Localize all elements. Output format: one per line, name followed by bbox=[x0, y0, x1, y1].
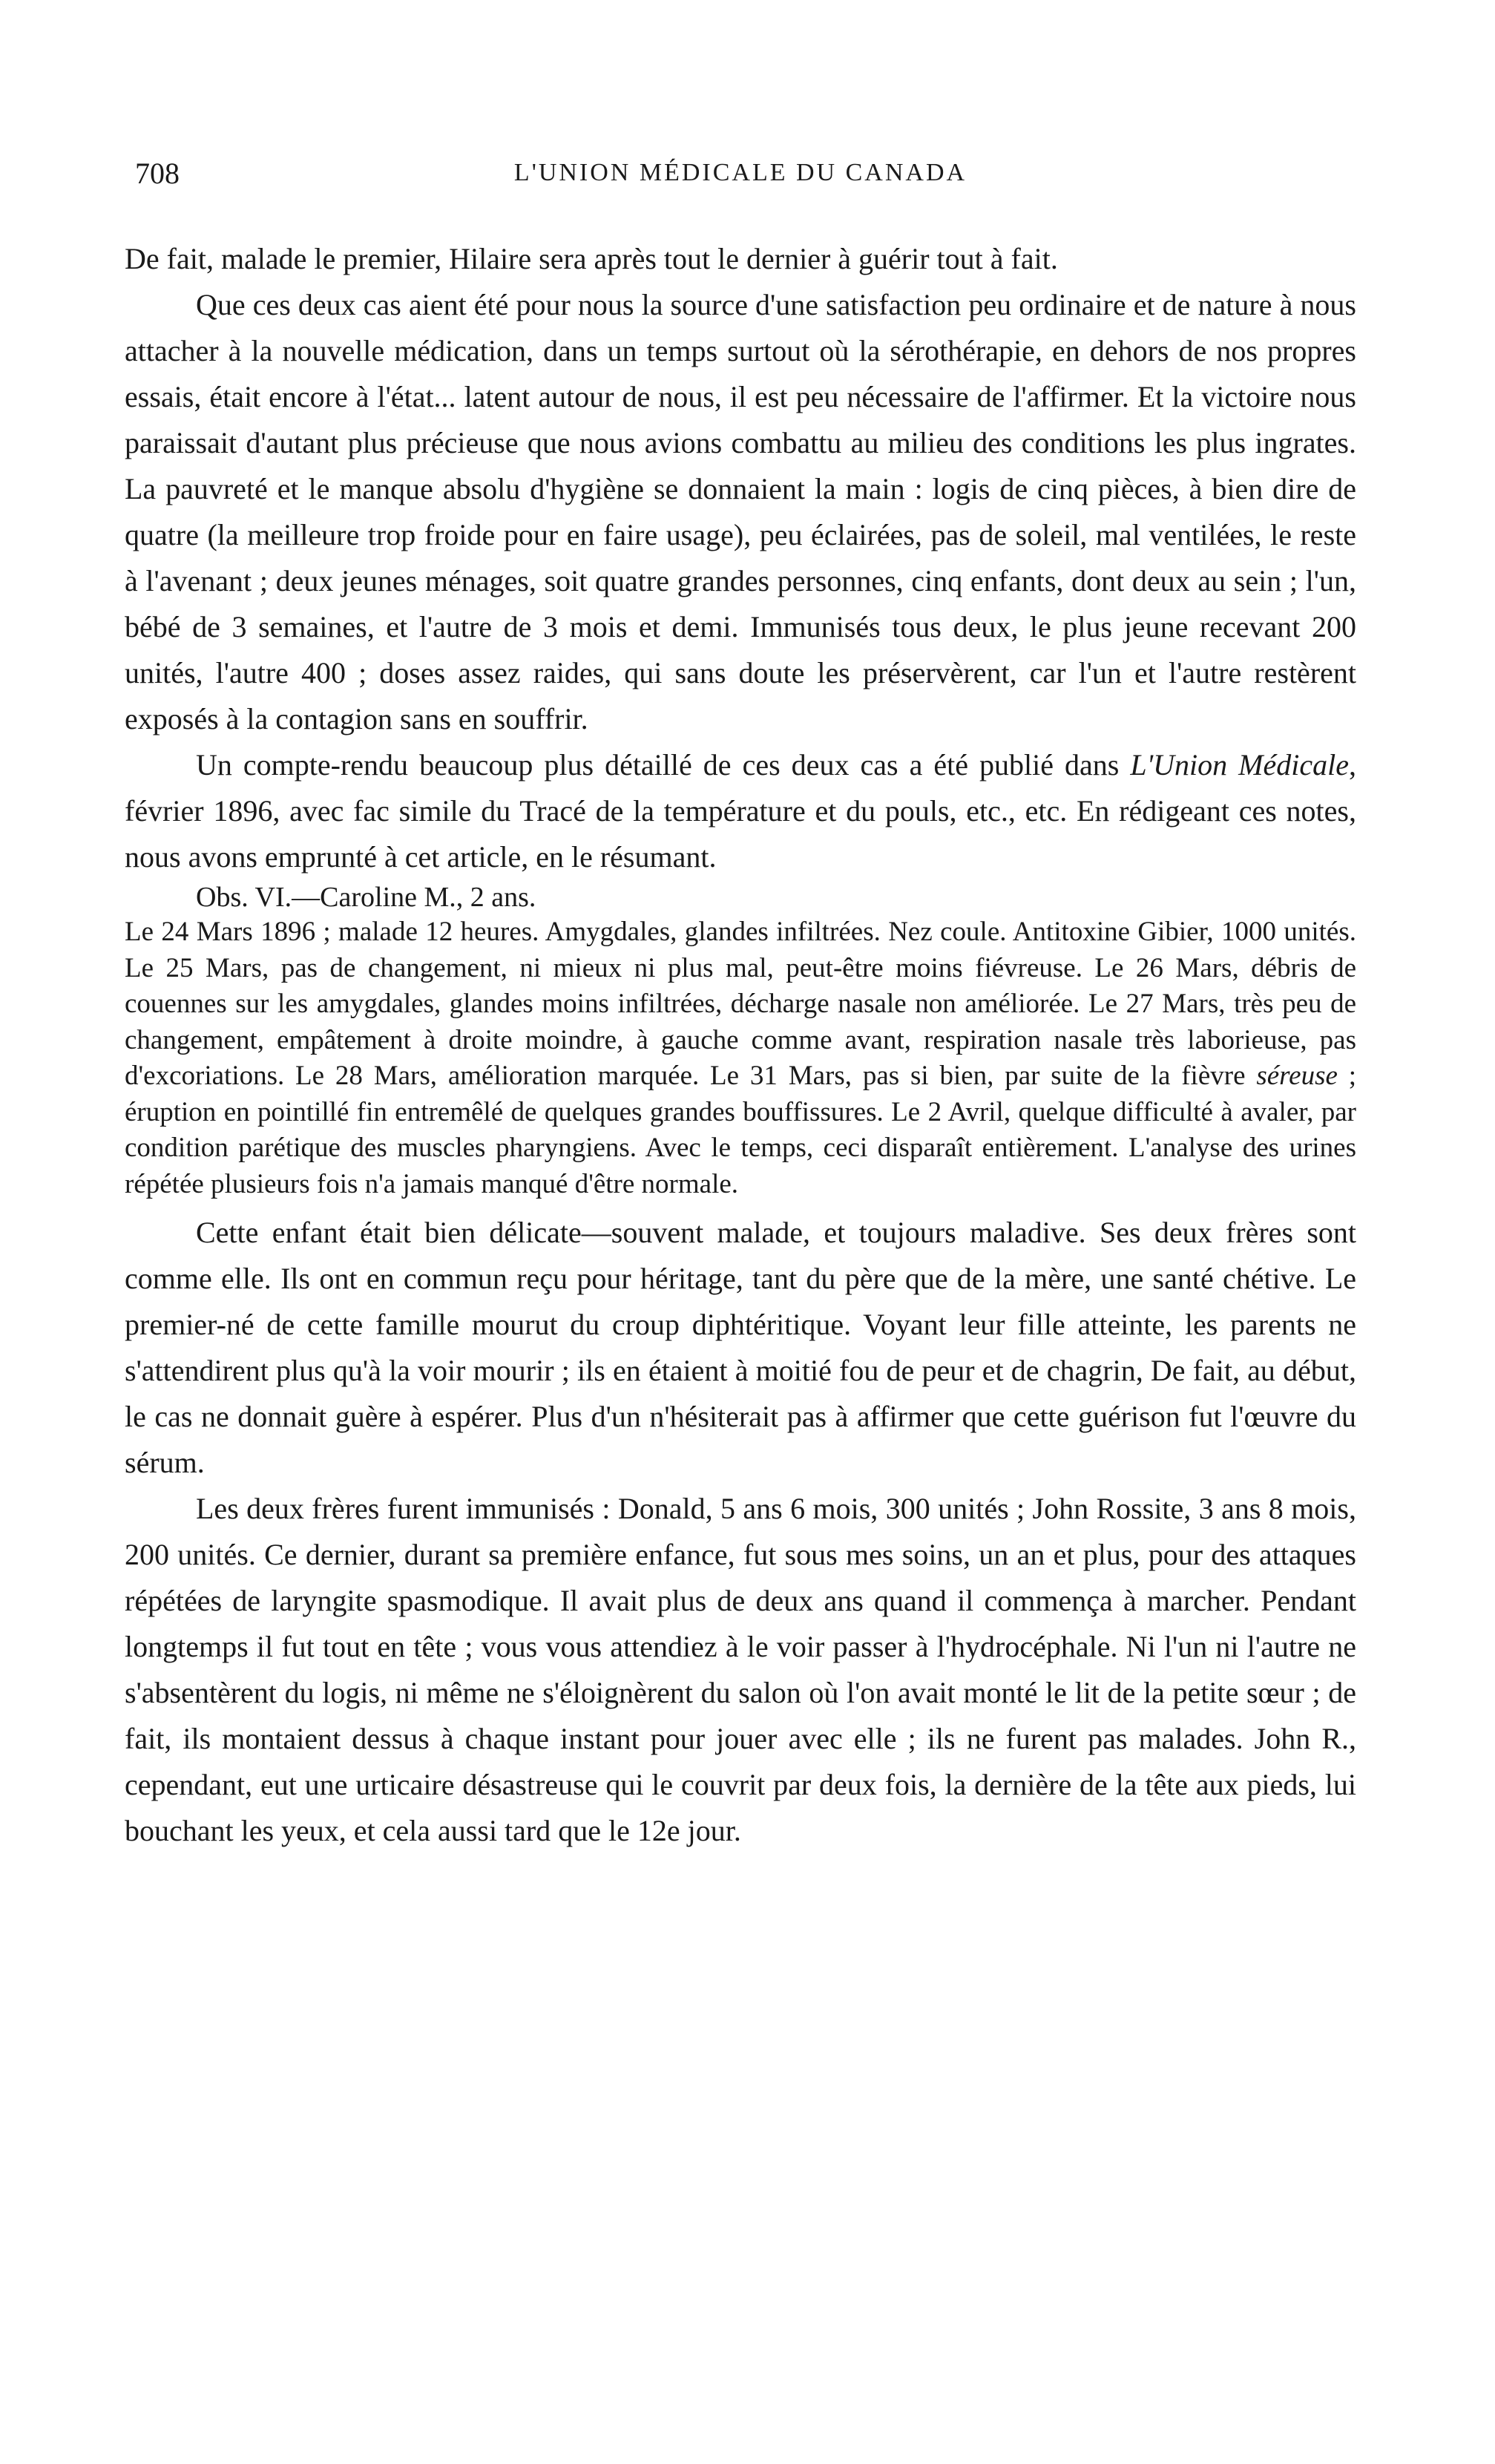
paragraph-4: Cette enfant était bien délicate—souvent malade, et toujours maladive. Ses deux frères sont comme elle. Ils ont en commun reçu pour héritage, tant du père que de la mère, une santé chétive. Le premier-né de cette famille mourut du croup diphtéritique. Voyant leur fille atteinte, les parents ne s'attendirent plus qu'à la voir mourir ; ils en étaient à moitié fou de peur et de chagrin, De fait, au début, le cas ne donnait guère à espérer. Plus d'un n'hésiterait pas à affirmer que cette guérison fut l'œuvre du sérum. bbox=[125, 1216, 1356, 1479]
observation-italic-term: séreuse bbox=[1256, 1061, 1338, 1091]
paragraph-3 bbox=[125, 742, 1356, 880]
body-text bbox=[125, 236, 1356, 1854]
observation-text-start: Le 24 Mars 1896 ; malade 12 heures. Amygdales, glandes infiltrées. Nez coule. Antitoxine Gibier, 1000 unités. Le 25 Mars, pas de changement, ni mieux ni plus mal, peut-être moins fiévreuse. Le 26 Mars, débris de couennes sur les amygdales, glandes moins infiltrées, décharge nasale non améliorée. Le 27 Mars, très peu de changement, empâtement à droite moindre, à gauche comme avant, respiration nasale très laborieuse, pas d'excoriations. Le 28 Mars, amélioration marquée. Le 31 Mars, pas si bien, par suite de la fièvre bbox=[125, 917, 1356, 1091]
running-title: L'UNION MÉDICALE DU CANADA bbox=[513, 159, 967, 186]
observation-text-end: ; éruption en pointillé fin entremêlé de quelques grandes bouffissures. Le 2 Avril, quelque difficulté à avaler, par condition parétique des muscles pharyngiens. Avec le temps, ceci disparaît entièrement. L'analyse des urines répétée plusieurs fois n'a jamais manqué d'être normale. bbox=[125, 1061, 1357, 1199]
page-header bbox=[125, 156, 1356, 200]
paragraph-1: De fait, malade le premier, Hilaire sera après tout le dernier à guérir tout à fait. bbox=[125, 242, 1058, 275]
observation-block bbox=[125, 880, 1356, 1202]
paragraph-3-text-start: Un compte-rendu beaucoup plus détaillé de ces deux cas a été publié dans bbox=[196, 748, 1131, 782]
paragraph-3-text-end: , février 1896, avec fac simile du Tracé de la température et du pouls, etc., etc. En rédigeant ces notes, nous avons emprunté à cet article, en le résumant. bbox=[125, 748, 1356, 874]
page-number: 708 bbox=[135, 157, 180, 190]
observation-body bbox=[125, 914, 1356, 1202]
paragraph-2: Que ces deux cas aient été pour nous la source d'une satisfaction peu ordinaire et de nature à nous attacher à la nouvelle médication, dans un temps surtout où la sérothérapie, en dehors de nos propres essais, était encore à l'état... latent autour de nous, il est peu nécessaire de l'affirmer. Et la victoire nous paraissait d'autant plus précieuse que nous avions combattu au milieu des conditions les plus ingrates. La pauvreté et le manque absolu d'hygiène se donnaient la main : logis de cinq pièces, à bien dire de quatre (la meilleure trop froide pour en faire usage), peu éclairées, pas de soleil, mal ventilées, le reste à l'avenant ; deux jeunes ménages, soit quatre grandes personnes, cinq enfants, dont deux au sein ; l'un, bébé de 3 semaines, et l'autre de 3 mois et demi. Immunisés tous deux, le plus jeune recevant 200 unités, l'autre 400 ; doses assez raides, qui sans doute les préservèrent, car l'un et l'autre restèrent exposés à la contagion sans en souffrir. bbox=[125, 288, 1356, 735]
paragraph-5: Les deux frères furent immunisés : Donald, 5 ans 6 mois, 300 unités ; John Rossite, 3 ans 8 mois, 200 unités. Ce dernier, durant sa première enfance, fut sous mes soins, un an et plus, pour des attaques répétées de laryngite spasmodique. Il avait plus de deux ans quand il commença à marcher. Pendant longtemps il fut tout en tête ; vous vous attendiez à le voir passer à l'hydrocéphale. Ni l'un ni l'autre ne s'absentèrent du logis, ni même ne s'éloignèrent du salon où l'on avait monté le lit de la petite sœur ; de fait, ils montaient dessus à chaque instant pour jouer avec elle ; ils ne furent pas malades. John R., cependant, eut une urticaire désastreuse qui le couvrit par deux fois, la dernière de la tête aux pieds, lui bouchant les yeux, et cela aussi tard que le 12e jour. bbox=[125, 1492, 1356, 1847]
journal-title: L'Union Médicale bbox=[1130, 748, 1349, 782]
observation-title: Obs. VI.—Caroline M., 2 ans. bbox=[196, 882, 536, 913]
